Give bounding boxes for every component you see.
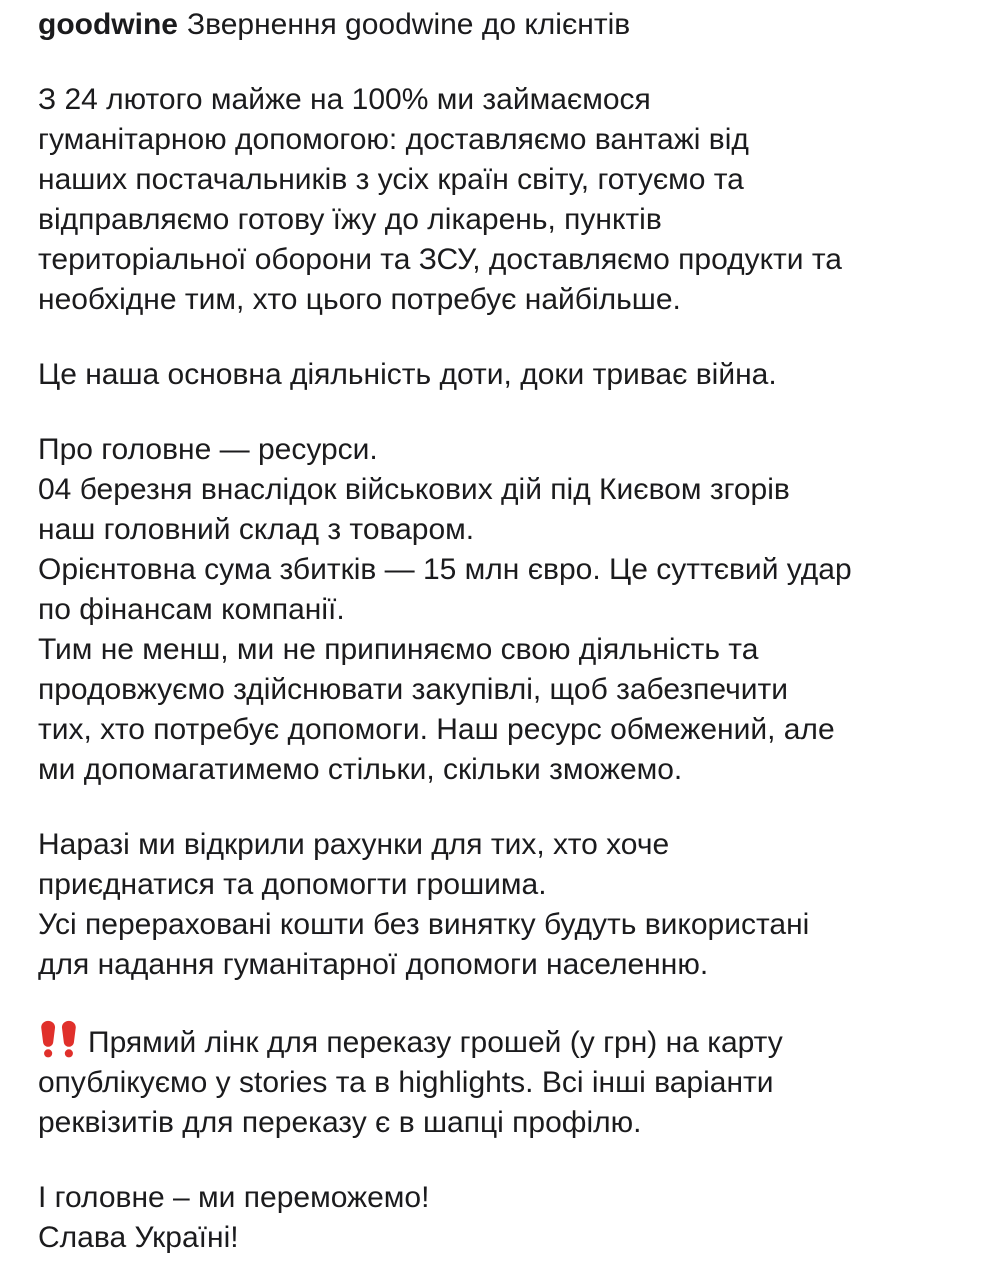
text-line — [38, 5, 946, 45]
text-line: З 24 лютого майже на 100% ми займаємося — [38, 83, 651, 116]
text-line: реквізитів для переказу є в шапці профілю. — [38, 1106, 642, 1139]
paragraph — [38, 430, 946, 790]
text-line: Усі перераховані кошти без винятку будуть використані — [38, 908, 810, 941]
text-line: Слава Україні! — [38, 1221, 239, 1254]
text-line: Орієнтовна сума збитків — 15 млн євро. Це суттєвий удар — [38, 553, 852, 586]
text-line: по фінансам компанії. — [38, 593, 345, 626]
text-line: необхідне тим, хто цього потребує найбільше. — [38, 283, 681, 316]
text-line: Тим не менш, ми не припиняємо свою діяльність та — [38, 633, 759, 666]
text-line: гуманітарною допомогою: доставляємо вантажі від — [38, 123, 749, 156]
text-line: І головне – ми переможемо! — [38, 1181, 430, 1214]
paragraph — [38, 355, 946, 395]
text-line: тих, хто потребує допомоги. Наш ресурс обмежений, але — [38, 713, 835, 746]
text-line: Це наша основна діяльність доти, доки триває війна. — [38, 358, 777, 391]
caption-header — [38, 5, 946, 45]
text-line: відправляємо готову їжу до лікарень, пунктів — [38, 203, 662, 236]
paragraph — [38, 1178, 946, 1258]
text-line: наш головний склад з товаром. — [38, 513, 475, 546]
text-line-content: Прямий лінк для переказу грошей (у грн) на карту — [88, 1026, 783, 1059]
paragraph — [38, 1020, 946, 1143]
text-line — [38, 1020, 946, 1063]
text-line: територіальної оборони та ЗСУ, доставляємо продукти та — [38, 243, 842, 276]
text-line: приєднатися та допомогти грошима. — [38, 868, 547, 901]
double-exclamation-icon — [38, 1020, 79, 1058]
username-link[interactable]: goodwine — [38, 8, 178, 41]
text-line: наших постачальників з усіх країн світу, готуємо та — [38, 163, 744, 196]
text-line: ми допомагатимемо стільки, скільки зможемо. — [38, 753, 683, 786]
text-line: опублікуємо у stories та в highlights. Всі інші варіанти — [38, 1066, 774, 1099]
paragraph — [38, 825, 946, 985]
text-line: Наразі ми відкрили рахунки для тих, хто хоче — [38, 828, 670, 861]
text-line: Про головне — ресурси. — [38, 433, 378, 466]
paragraph — [38, 80, 946, 320]
caption-title: Звернення goodwine до клієнтів — [186, 8, 631, 41]
text-line: для надання гуманітарної допомоги населенню. — [38, 948, 709, 981]
text-line: продовжуємо здійснювати закупівлі, щоб забезпечити — [38, 673, 788, 706]
text-line: 04 березня внаслідок військових дій під Києвом згорів — [38, 473, 790, 506]
